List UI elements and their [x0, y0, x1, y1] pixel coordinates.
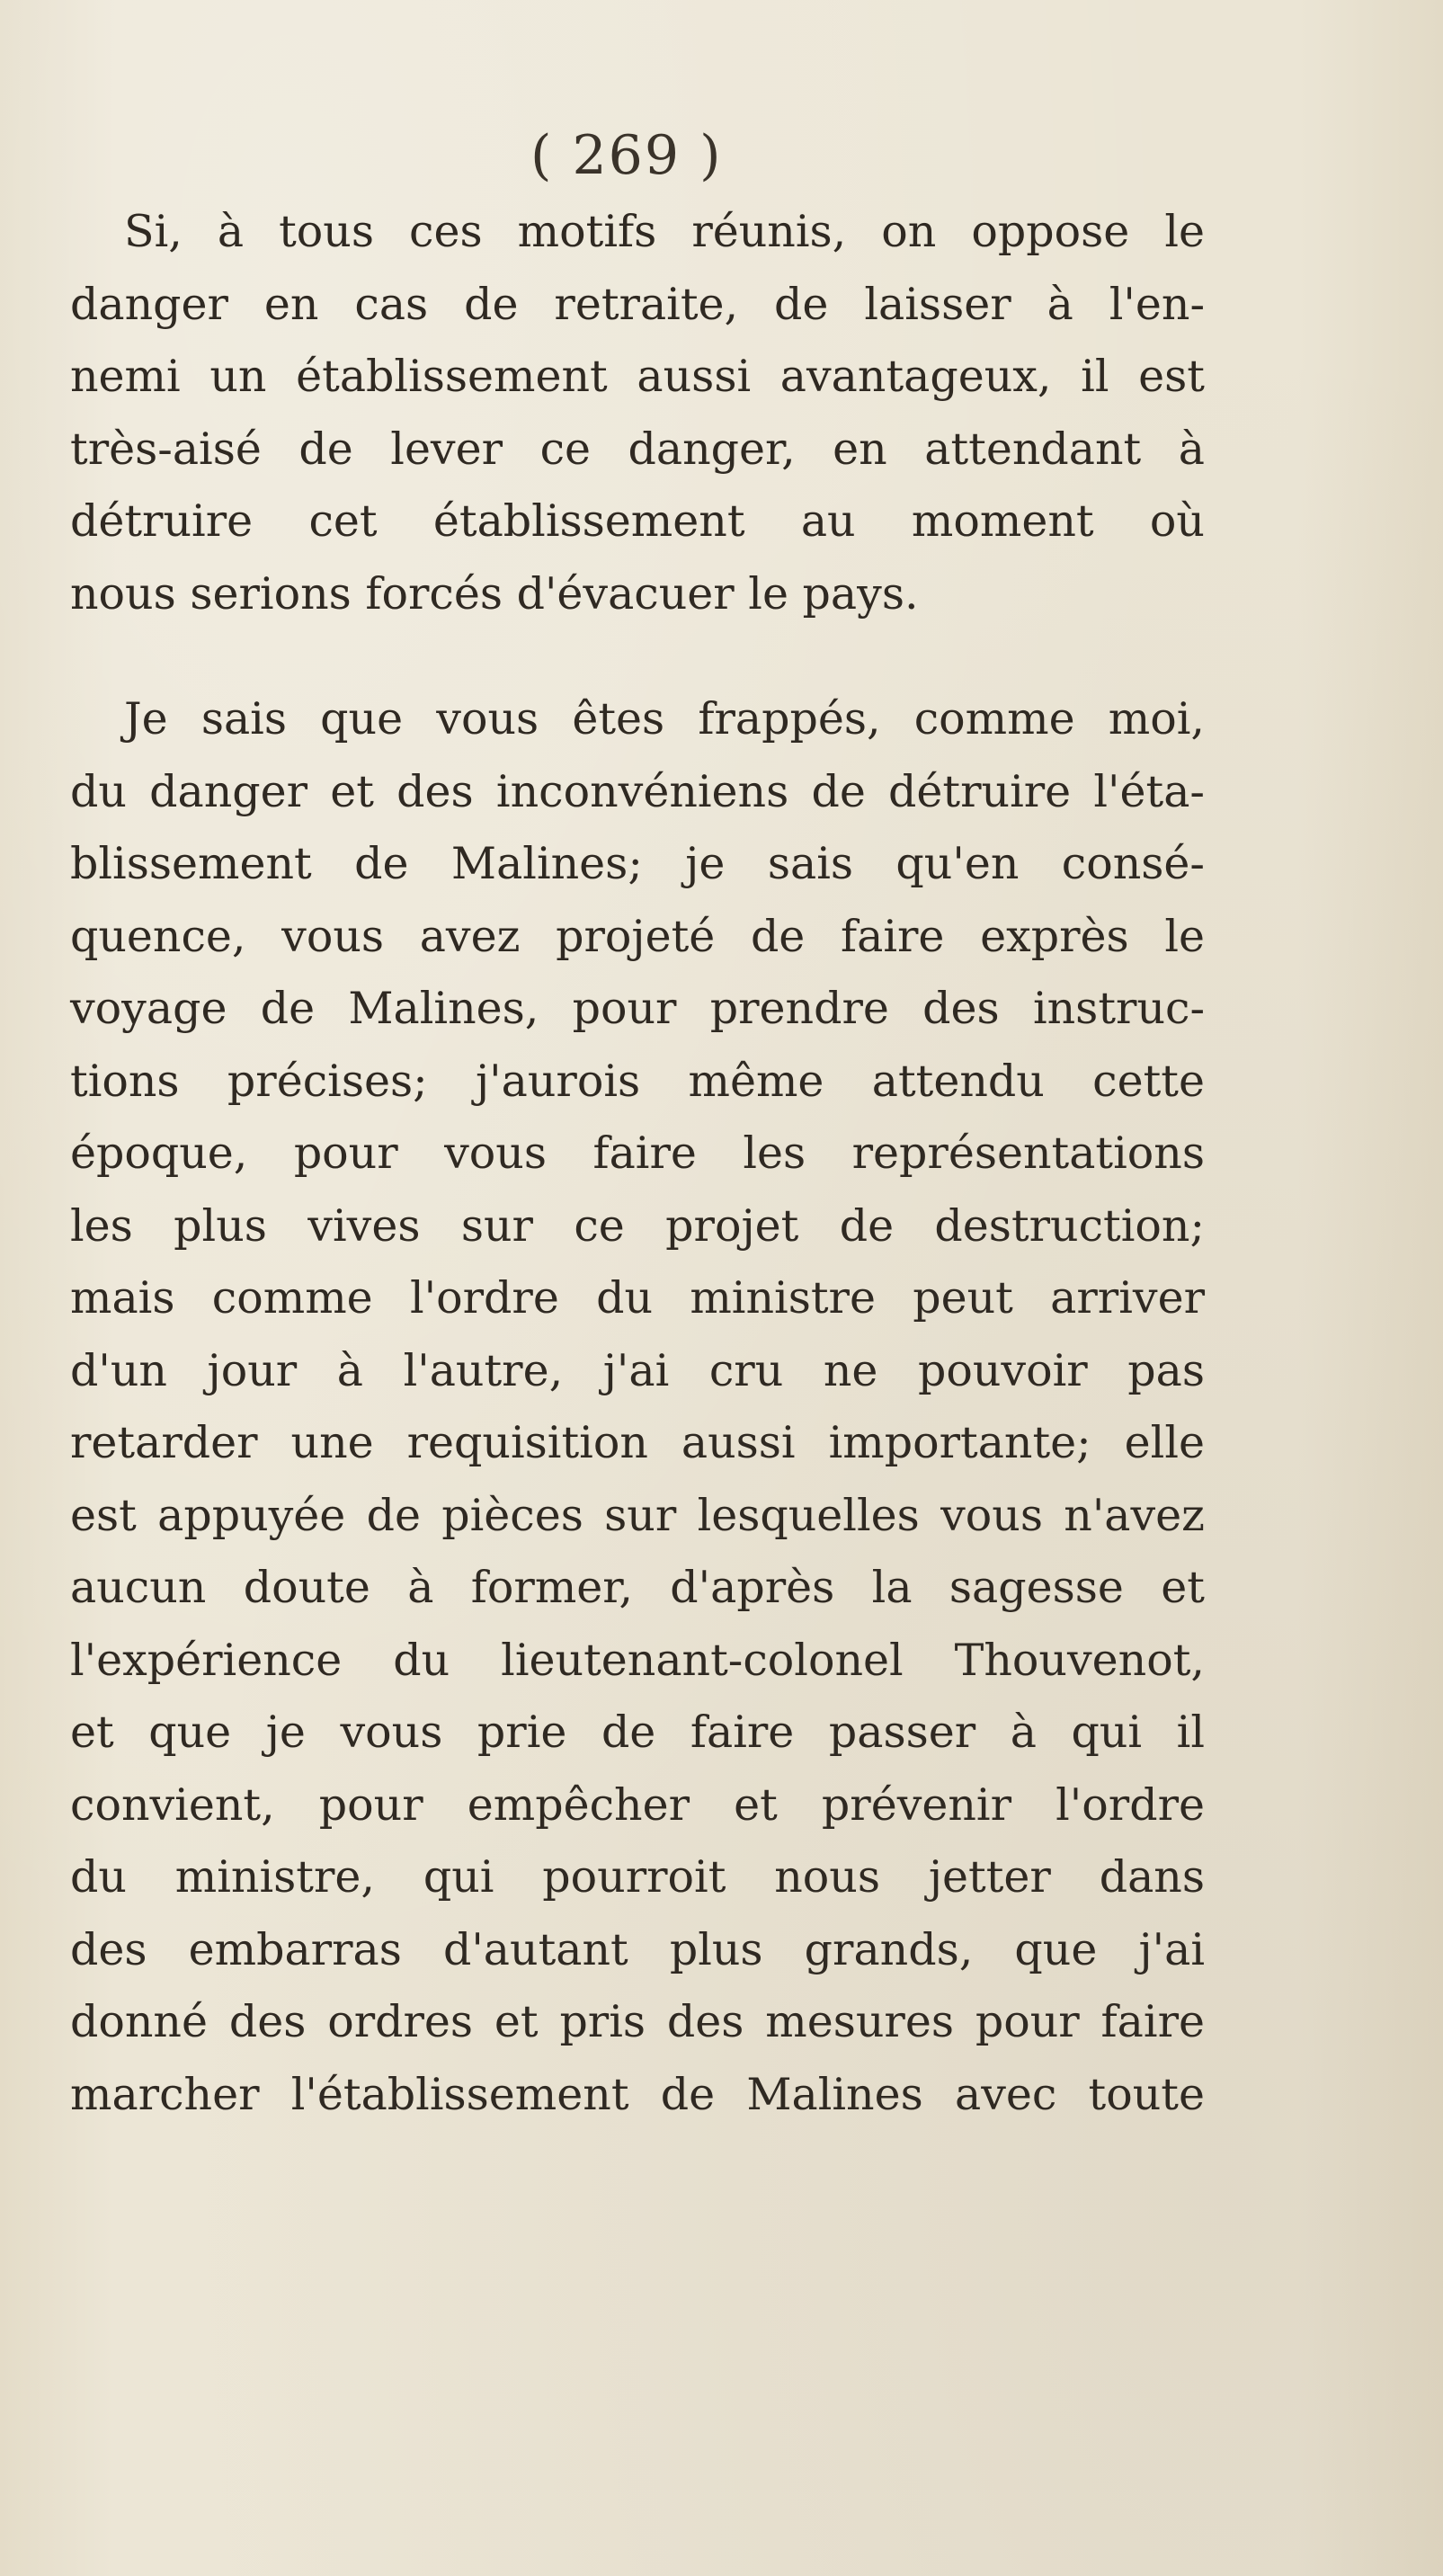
text-line: retarder une requisition aussi importante; elle: [70, 1417, 1205, 1468]
text-line: danger en cas de retraite, de laisser à l'en-: [70, 278, 1205, 330]
text-line: époque, pour vous faire les représentations: [70, 1128, 1205, 1179]
text-line: Je sais que vous êtes frappés, comme moi,: [124, 693, 1205, 744]
text-line: nous serions forcés d'évacuer le pays.: [70, 567, 919, 619]
text-line: aucun doute à former, d'après la sagesse et: [70, 1562, 1205, 1613]
text-line: quence, vous avez projeté de faire exprès le: [70, 910, 1205, 962]
text-line: très-aisé de lever ce danger, en attendant à: [70, 423, 1205, 475]
text-line: nemi un établissement aussi avantageux, il est: [70, 351, 1205, 402]
text-line: marcher l'établissement de Malines avec toute: [70, 2068, 1205, 2120]
text-line: du danger et des inconvéniens de détruire l'éta-: [70, 765, 1205, 817]
text-line: voyage de Malines, pour prendre des instruc-: [70, 983, 1205, 1034]
text-line: Si, à tous ces motifs réunis, on oppose le: [124, 206, 1205, 257]
text-line: et que je vous prie de faire passer à qui il: [70, 1707, 1205, 1758]
text-line: des embarras d'autant plus grands, que j'ai: [70, 1923, 1205, 1975]
text-line: les plus vives sur ce projet de destruction;: [70, 1199, 1205, 1252]
text-line: détruire cet établissement au moment où: [70, 495, 1205, 547]
text-line: d'un jour à l'autre, j'ai cru ne pouvoir pas: [70, 1344, 1205, 1396]
page-number: ( 269 ): [530, 124, 723, 187]
text-line: tions précises; j'aurois même attendu cette: [70, 1055, 1205, 1107]
text-line: du ministre, qui pourroit nous jetter dans: [70, 1851, 1205, 1903]
text-line: mais comme l'ordre du ministre peut arriver: [70, 1272, 1205, 1324]
text-line: est appuyée de pièces sur lesquelles vous n'avez: [70, 1489, 1205, 1541]
text-line: donné des ordres et pris des mesures pour faire: [70, 1996, 1205, 2047]
paragraph-2: [70, 683, 1205, 2131]
text-line: convient, pour empêcher et prévenir l'ordre: [70, 1778, 1205, 1831]
paragraph-1: [70, 196, 1205, 630]
text-line: blissement de Malines; je sais qu'en consé-: [70, 838, 1205, 889]
text-line: l'expérience du lieutenant-colonel Thouvenot,: [70, 1634, 1205, 1686]
